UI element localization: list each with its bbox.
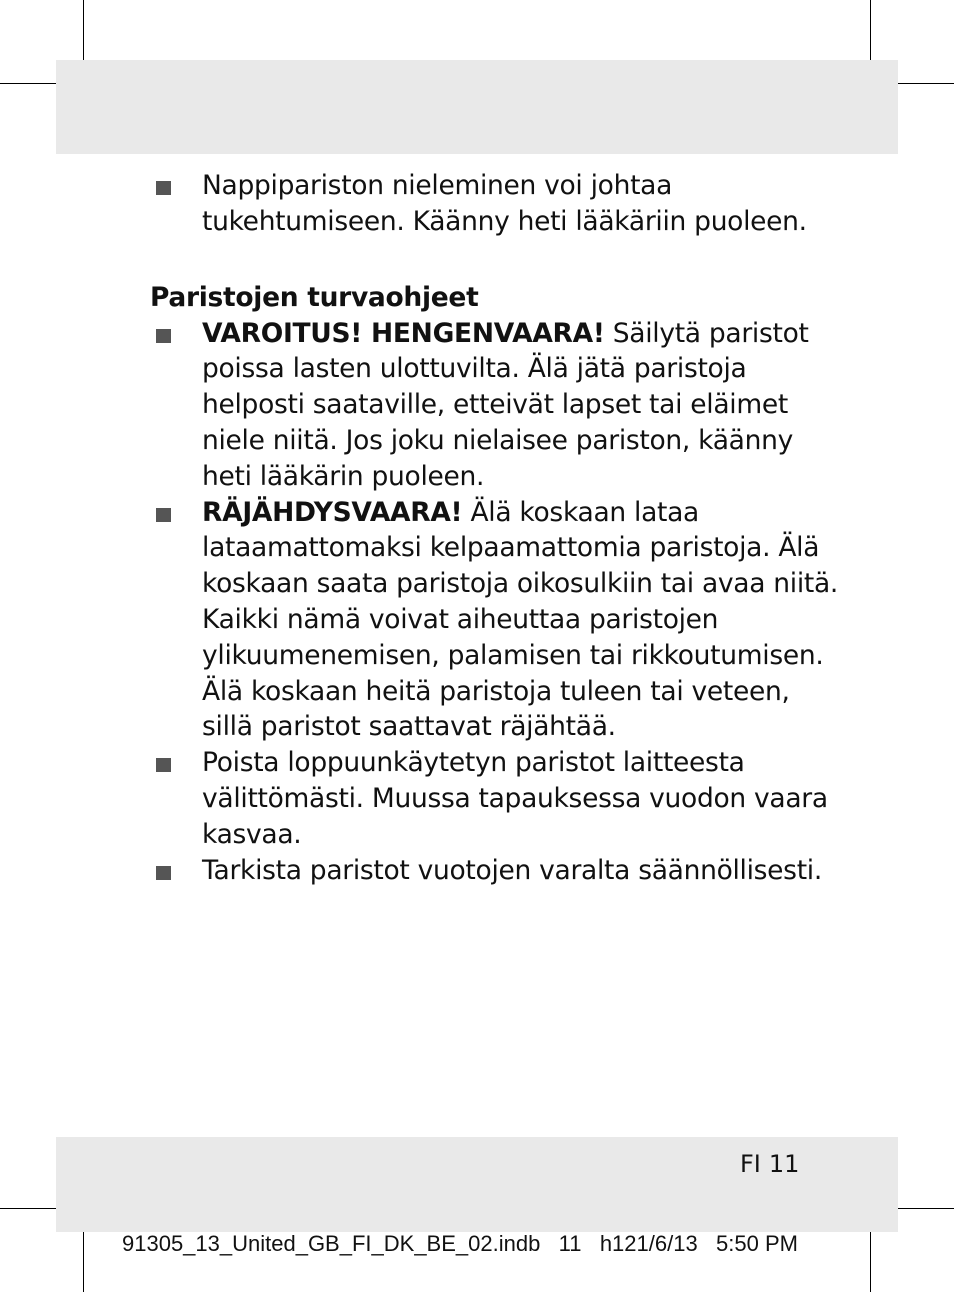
page-footer	[740, 1150, 799, 1178]
crop-mark	[898, 83, 954, 84]
crop-mark	[83, 1232, 84, 1292]
crop-mark	[870, 0, 871, 60]
list-item	[150, 853, 840, 889]
square-bullet-icon	[156, 866, 171, 880]
language-code: FI	[740, 1150, 761, 1178]
section-heading: Paristojen turvaohjeet	[150, 281, 479, 313]
header-band	[56, 60, 898, 154]
list-item	[150, 745, 840, 852]
page-number: 11	[768, 1150, 800, 1178]
crop-mark	[898, 1208, 954, 1209]
page-content	[150, 168, 840, 888]
square-bullet-icon	[156, 508, 171, 522]
item-text: Nappipariston nieleminen voi johtaa tukehtumiseen. Käänny heti lääkäriin puoleen.	[202, 170, 807, 237]
list-item	[150, 316, 840, 495]
square-bullet-icon	[156, 758, 171, 772]
item-text: Säilytä paristot poissa lasten ulottuvilta. Älä jätä paristoja helposti saataville, etteivät lapset tai eläimet niele niitä. Jos joku nielaisee pariston, käänny heti lääkärin puoleen.	[202, 317, 809, 492]
square-bullet-icon	[156, 181, 171, 195]
item-text: Tarkista paristot vuotojen varalta säännöllisesti.	[202, 854, 822, 886]
item-text: Älä koskaan lataa lataamattomaksi kelpaamattomia paristoja. Älä koskaan saata paristoja oikosulkiin tai avaa niitä. Kaikki nämä voivat aiheuttaa paristojen ylikuumenemisen, palamisen tai rikkoutumisen. Älä koskaan heitä paristoja tuleen tai veteen, sillä paristot saattavat räjähtää.	[202, 496, 839, 743]
list-item	[150, 168, 840, 240]
print-slug: 91305_13_United_GB_FI_DK_BE_02.indb 11 h121/6/13 5:50 PM	[122, 1231, 798, 1256]
crop-mark	[0, 83, 56, 84]
item-text: Poista loppuunkäytetyn paristot laitteesta välittömästi. Muussa tapauksessa vuodon vaara kasvaa.	[202, 747, 828, 850]
crop-mark	[0, 1208, 56, 1209]
list-item	[150, 495, 840, 746]
warning-lead: RÄJÄHDYSVAARA!	[202, 496, 463, 528]
square-bullet-icon	[156, 329, 171, 343]
crop-mark	[870, 1232, 871, 1292]
crop-mark	[83, 0, 84, 60]
warning-lead: VAROITUS! HENGENVAARA!	[202, 317, 605, 349]
